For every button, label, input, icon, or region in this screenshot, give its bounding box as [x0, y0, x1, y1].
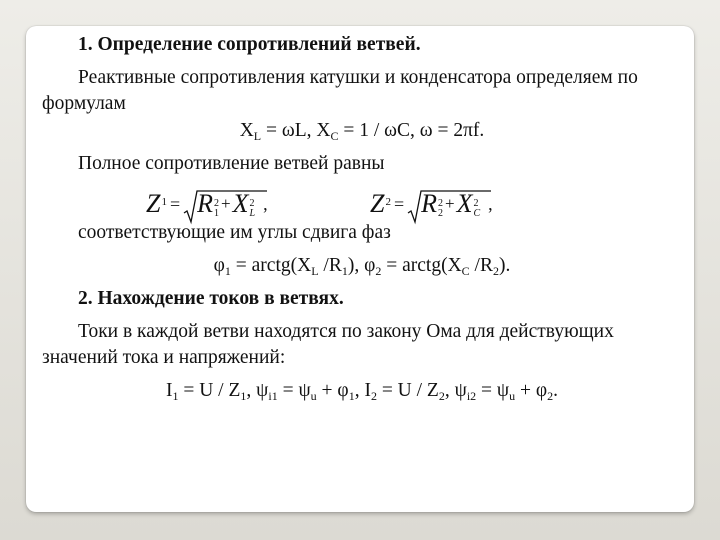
heading-branch-resistances: 1. Определение сопротивлений ветвей.	[78, 34, 421, 55]
z2-r: R	[421, 189, 438, 218]
formula-z2	[370, 179, 493, 219]
paragraph-phase-angles: соответствующие им углы сдвига фаз	[78, 222, 391, 243]
formula-impedance	[42, 179, 682, 219]
psi-i1-symbol: , ψ	[246, 380, 269, 401]
phi2-xc-sub: C	[461, 264, 470, 278]
i2-symbol: , I	[354, 380, 371, 401]
psi-i2-sub: i2	[466, 389, 477, 403]
xc-symbol: X	[316, 120, 331, 141]
slide-content	[42, 32, 682, 404]
phi1-r-sub: 1	[341, 264, 348, 278]
z2-r-power: 2	[438, 198, 444, 209]
z2-x-power: 2	[473, 198, 479, 209]
z1-r: R	[197, 189, 214, 218]
z2-index: 2	[385, 196, 391, 208]
phi1-rhs-c: ),	[347, 255, 365, 276]
formula-phase	[42, 253, 682, 279]
i1-symbol: I	[165, 380, 173, 401]
z1-x: X	[232, 189, 249, 218]
z2-symbol: Z	[370, 189, 385, 218]
phi2-rhs-f: ).	[498, 255, 511, 276]
sqrt-icon	[407, 189, 491, 225]
phi2-sub: 2	[547, 389, 554, 403]
phi2-r-sub: 2	[492, 264, 499, 278]
i1-rhs: = U / Z	[178, 380, 241, 401]
psi-i2-symbol: , ψ	[444, 380, 467, 401]
phi2-index: 2	[375, 264, 382, 278]
phi1-symbol: φ	[213, 255, 225, 276]
psi-i1-sub: i1	[268, 389, 278, 403]
z1-radical	[183, 189, 255, 219]
formula-z1	[146, 179, 268, 219]
z1-index: 1	[161, 196, 167, 208]
z2-radical	[407, 189, 480, 219]
phi2-term: + φ	[515, 380, 548, 401]
formula-reactance	[42, 118, 682, 144]
psi-u1-symbol: = ψ	[277, 380, 311, 401]
z1-r-index: 1	[214, 208, 220, 219]
z1-plus: +	[221, 194, 231, 213]
z2-sub: 2	[438, 389, 445, 403]
xl-rhs: = ωL,	[261, 120, 317, 141]
phi1-rhs-a: = arctg(X	[230, 255, 312, 276]
psi-u2-sub: u	[509, 389, 516, 403]
phi1-xl-sub: L	[311, 264, 319, 278]
xc-subscript: C	[330, 129, 339, 143]
z1-equals: =	[169, 194, 181, 214]
z2-r-index: 2	[438, 208, 444, 219]
i1-index: 1	[172, 389, 179, 403]
phi2-rhs-e: /R	[469, 255, 493, 276]
formula-end: .	[553, 380, 559, 401]
heading-branch-currents: 2. Нахождение токов в ветвях.	[78, 288, 344, 309]
paragraph-impedance: Полное сопротивление ветвей равны	[78, 153, 385, 174]
z1-sub: 1	[240, 389, 247, 403]
i2-index: 2	[370, 389, 377, 403]
psi-u1-sub: u	[310, 389, 317, 403]
phi1-index: 1	[224, 264, 231, 278]
sqrt-icon	[183, 189, 267, 225]
psi-u2-symbol: = ψ	[476, 380, 510, 401]
phi1-sub: 1	[348, 389, 355, 403]
xl-symbol: X	[239, 120, 254, 141]
z2-x: X	[456, 189, 473, 218]
z2-x-index: C	[473, 208, 481, 219]
formula-current	[42, 378, 682, 404]
z1-r-power: 2	[214, 198, 220, 209]
z1-comma: ,	[263, 194, 268, 214]
phi1-rhs-b: /R	[318, 255, 342, 276]
phi2-symbol: φ	[364, 255, 376, 276]
z2-equals: =	[393, 194, 405, 214]
z1-x-index: L	[249, 208, 256, 219]
phi1-term: + φ	[316, 380, 349, 401]
xl-subscript: L	[253, 129, 262, 143]
z1-x-power: 2	[249, 198, 255, 209]
paragraph-ohms-law: Токи в каждой ветви находятся по закону Ома для действующих значений тока и напряжений:	[42, 321, 614, 368]
z1-symbol: Z	[146, 189, 161, 218]
phi2-rhs-d: = arctg(X	[381, 255, 462, 276]
slide-card	[26, 26, 694, 512]
z2-comma: ,	[488, 194, 493, 214]
z2-plus: +	[445, 194, 455, 213]
i2-rhs: = U / Z	[376, 380, 439, 401]
paragraph-reactance: Реактивные сопротивления катушки и конденсатора определяем по формулам	[42, 67, 638, 114]
xc-rhs: = 1 / ωC, ω = 2πf.	[338, 120, 485, 141]
